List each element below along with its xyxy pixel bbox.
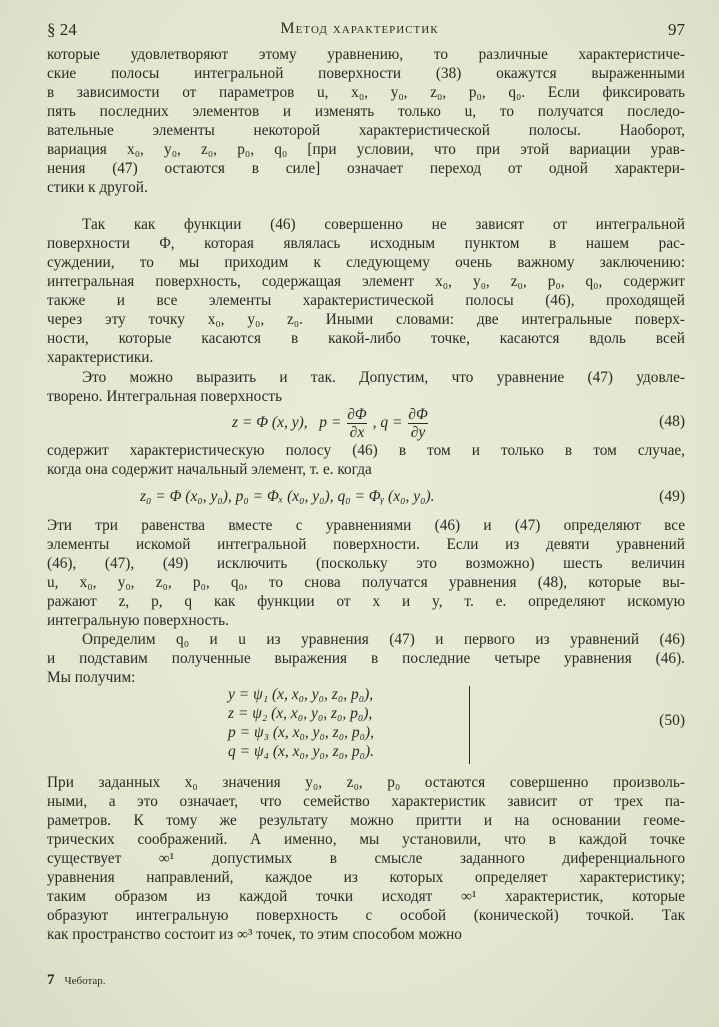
equation-49: z₀ = Φ (x₀, y₀), p₀ = Φₓ (x₀, y₀), q₀ = Φᵧ (x₀, y₀). <box>140 488 435 505</box>
text-line: через эту точку x₀, y₀, z₀. Иными словами: две интегральные поверх- <box>47 311 685 328</box>
text-line: также и все элементы характеристической полосы (46), проходящей <box>47 292 685 309</box>
equation-48 <box>232 406 430 441</box>
page-number: 97 <box>668 20 685 39</box>
text-line: трических соображений. А именно, мы установили, что в каждой точке <box>47 831 685 848</box>
signature-number: 7 <box>47 972 55 988</box>
running-title: Метод характеристик <box>280 20 439 37</box>
text-line: интегральную поверхность. <box>47 612 229 629</box>
text-line: При заданных x₀ значения y₀, z₀, p₀ остаются совершенно произволь- <box>47 774 685 791</box>
text-line: Определим q₀ и u из уравнения (47) и первого из уравнений (46) <box>82 631 685 648</box>
eq48-q-fraction <box>408 406 427 441</box>
text-line: вариация x₀, y₀, z₀, p₀, q₀ [при условии, что при этой вариации урав- <box>47 141 685 158</box>
text-line: (46), (47), (49) исключить (поскольку это возможно) шесть величин <box>47 555 685 572</box>
text-line: суждении, то мы приходим к следующему очень важному заключению: <box>47 254 685 271</box>
section-number: § 24 <box>47 20 77 39</box>
text-line: ности, которые касаются в какой-либо точке, касаются вдоль всей <box>47 330 685 347</box>
text-line: которые удовлетворяют этому уравнению, то различные характеристиче- <box>47 46 685 63</box>
eq50-brace <box>465 686 470 764</box>
equation-48-number: (48) <box>659 413 685 430</box>
text-line: пять последних элементов и изменять только u, то получатся последо- <box>47 103 685 120</box>
eq48-q: , q = <box>372 414 403 432</box>
eq48-q-num: ∂Φ <box>408 406 428 423</box>
signature-mark <box>47 972 106 989</box>
eq48-lhs: z = Φ (x, y), <box>232 414 308 432</box>
text-line: творено. Интегральная поверхность <box>47 388 283 405</box>
text-line: Это можно выразить и так. Допустим, что уравнение (47) удовле- <box>82 369 685 386</box>
text-line: раметров. К тому же результату можно притти и на основании геоме- <box>47 812 685 829</box>
text-line: нения (47) остаются в силе] означает переход от одной характери- <box>47 160 685 177</box>
text-line: уравнения направлений, каждое из которых определяет характеристику; <box>47 869 685 886</box>
text-line: характеристики. <box>47 349 154 366</box>
text-line: вательные элементы некоторой характеристической полосы. Наоборот, <box>47 122 685 139</box>
text-line: и подставим полученные выражения в последние четыре уравнения (46). <box>47 650 685 667</box>
text-line: поверхности Φ, которая являлась исходным пунктом в нашем рас- <box>47 235 685 252</box>
text-line: интегральная поверхность, содержащая элемент x₀, y₀, z₀, p₀, q₀, содержит <box>47 273 685 290</box>
text-line: стики к другой. <box>47 179 148 196</box>
text-line: Эти три равенства вместе с уравнениями (46) и (47) определяют все <box>47 517 685 534</box>
text-line: образуют интегральную поверхность с особой (конической) точкой. Так <box>47 907 685 924</box>
eq48-p-den: ∂x <box>349 424 365 441</box>
text-line: содержит характеристическую полосу (46) в том и только в том случае, <box>47 442 685 459</box>
text-line: существует ∞¹ допустимых в смысле заданного диференциального <box>47 850 685 867</box>
eq50-line: p = ψ₃ (x, x₀, y₀, z₀, p₀), <box>228 724 375 741</box>
equation-49-number: (49) <box>659 488 685 505</box>
equation-50-number: (50) <box>659 712 685 729</box>
text-line: как пространство состоит из ∞³ точек, то этим способом можно <box>47 926 462 943</box>
text-line: u, x₀, y₀, z₀, p₀, q₀, то снова получатся уравнения (48), которые вы- <box>47 574 685 591</box>
eq48-p-num: ∂Φ <box>347 406 367 423</box>
eq48-q-den: ∂y <box>410 424 426 441</box>
text-line: ские полосы интегральной поверхности (38) окажутся выраженными <box>47 65 685 82</box>
text-line: когда она содержит начальный элемент, т. е. когда <box>47 461 372 478</box>
eq50-line: y = ψ₁ (x, x₀, y₀, z₀, p₀), <box>228 686 374 703</box>
text-line: ражают z, p, q как функции от x и y, т. е. определяют искомую <box>47 593 685 610</box>
text-line: таким образом из каждой точки исходят ∞¹ характеристик, которые <box>47 888 685 905</box>
eq48-p-fraction <box>347 406 366 441</box>
eq48-p: p = <box>319 414 342 432</box>
text-line: элементы искомой интегральной поверхности. Если из девяти уравнений <box>47 536 685 553</box>
text-line: в зависимости от параметров u, x₀, y₀, z₀, p₀, q₀. Если фиксировать <box>47 84 685 101</box>
signature-text: Чеботар. <box>64 975 106 987</box>
eq50-line: q = ψ₄ (x, x₀, y₀, z₀, p₀). <box>228 743 375 760</box>
eq50-line: z = ψ₂ (x, x₀, y₀, z₀, p₀), <box>228 705 373 722</box>
text-line: Мы получим: <box>47 669 136 686</box>
text-line: Так как функции (46) совершенно не зависят от интегральной <box>82 216 685 233</box>
text-line: ными, а это означает, что семейство характеристик зависит от трех па- <box>47 793 685 810</box>
